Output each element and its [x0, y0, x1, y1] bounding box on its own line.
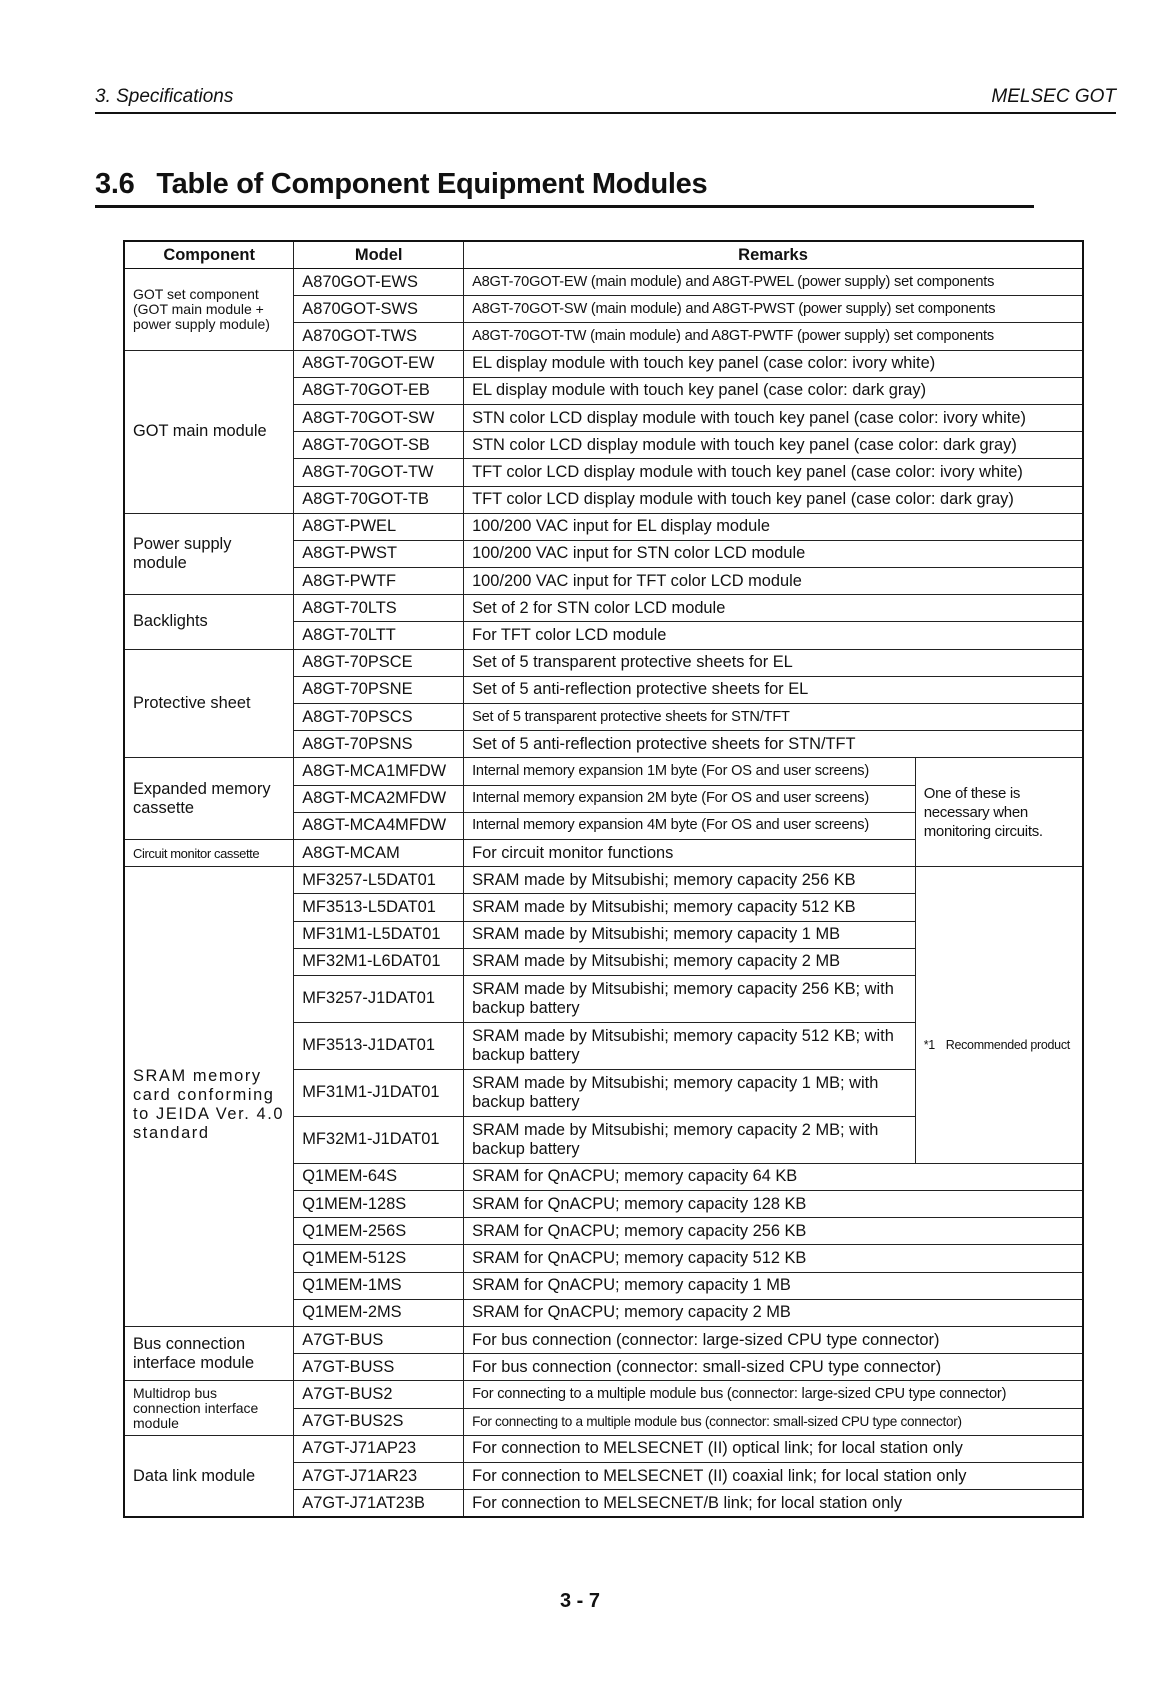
remarks-cell: Internal memory expansion 1M byte (For OS and user screens) — [464, 758, 916, 785]
table-row — [124, 269, 1083, 296]
table-row — [124, 649, 1083, 676]
table-row — [124, 867, 1083, 894]
remarks-cell: SRAM made by Mitsubishi; memory capacity 2 MB — [464, 948, 916, 975]
remarks-cell: For bus connection (connector: small-sized CPU type connector) — [464, 1354, 1083, 1381]
remarks-cell: For connecting to a multiple module bus (connector: large-sized CPU type connector) — [464, 1381, 1083, 1408]
remarks-cell: 100/200 VAC input for TFT color LCD module — [464, 568, 1083, 595]
model-cell: MF31M1-L5DAT01 — [294, 921, 464, 948]
model-cell: A7GT-J71AT23B — [294, 1490, 464, 1518]
model-cell: A7GT-BUS2 — [294, 1381, 464, 1408]
remarks-cell: For connection to MELSECNET/B link; for local station only — [464, 1490, 1083, 1518]
model-cell: MF3513-L5DAT01 — [294, 894, 464, 921]
table-row — [124, 1381, 1083, 1408]
remarks-cell: SRAM made by Mitsubishi; memory capacity 2 MB; with backup battery — [464, 1116, 916, 1163]
model-cell: MF3257-L5DAT01 — [294, 867, 464, 894]
remarks-cell: For connection to MELSECNET (II) coaxial link; for local station only — [464, 1462, 1083, 1489]
model-cell: A8GT-70LTS — [294, 595, 464, 622]
remarks-cell: Set of 5 transparent protective sheets for EL — [464, 649, 1083, 676]
remarks-cell: 100/200 VAC input for STN color LCD module — [464, 540, 1083, 567]
footnote-mark: *1 — [923, 1038, 935, 1052]
model-cell: A8GT-MCA1MFDW — [294, 758, 464, 785]
table-row — [124, 350, 1083, 377]
model-cell: A8GT-70PSNS — [294, 731, 464, 758]
remarks-cell: 100/200 VAC input for EL display module — [464, 513, 1083, 540]
model-cell: A8GT-70PSCS — [294, 704, 464, 731]
model-cell: A8GT-PWTF — [294, 568, 464, 595]
recommended-note — [915, 867, 1083, 1164]
remarks-cell: SRAM for QnACPU; memory capacity 512 KB — [464, 1245, 1083, 1272]
page-number: 3 - 7 — [559, 1590, 601, 1612]
model-cell: Q1MEM-512S — [294, 1245, 464, 1272]
model-cell: A7GT-J71AP23 — [294, 1435, 464, 1462]
table-row — [124, 513, 1083, 540]
recommended-note-text: Recommended product — [945, 1038, 1070, 1052]
remarks-cell: For connecting to a multiple module bus (connector: small-sized CPU type connector) — [464, 1408, 1083, 1435]
remarks-cell: For bus connection (connector: large-sized CPU type connector) — [464, 1327, 1083, 1354]
table-row — [124, 595, 1083, 622]
model-cell: Q1MEM-2MS — [294, 1299, 464, 1326]
remarks-cell: TFT color LCD display module with touch key panel (case color: ivory white) — [464, 459, 1083, 486]
remarks-cell: SRAM made by Mitsubishi; memory capacity 256 KB — [464, 867, 916, 894]
table-row — [124, 1435, 1083, 1462]
model-cell: A8GT-70PSNE — [294, 676, 464, 703]
model-cell: A8GT-PWEL — [294, 513, 464, 540]
model-cell: MF32M1-L6DAT01 — [294, 948, 464, 975]
model-cell: A7GT-BUSS — [294, 1354, 464, 1381]
remarks-cell: SRAM for QnACPU; memory capacity 2 MB — [464, 1299, 1083, 1326]
remarks-cell: Internal memory expansion 2M byte (For OS and user screens) — [464, 785, 916, 812]
table-row — [124, 758, 1083, 785]
model-cell: A8GT-70GOT-EW — [294, 350, 464, 377]
column-header-remarks: Remarks — [464, 241, 1083, 269]
model-cell: A8GT-70GOT-EB — [294, 377, 464, 404]
model-cell: A7GT-J71AR23 — [294, 1462, 464, 1489]
model-cell: A8GT-70LTT — [294, 622, 464, 649]
component-cell: Circuit monitor cassette — [124, 839, 294, 866]
column-header-component: Component — [124, 241, 294, 269]
remarks-cell: Set of 5 transparent protective sheets for STN/TFT — [464, 704, 1083, 731]
model-cell: A8GT-MCA2MFDW — [294, 785, 464, 812]
remarks-cell: Set of 5 anti-reflection protective sheets for EL — [464, 676, 1083, 703]
model-cell: Q1MEM-64S — [294, 1163, 464, 1190]
component-cell: Power supply module — [124, 513, 294, 595]
component-cell: Data link module — [124, 1435, 294, 1517]
remarks-cell: STN color LCD display module with touch key panel (case color: ivory white) — [464, 404, 1083, 431]
model-cell: MF32M1-J1DAT01 — [294, 1116, 464, 1163]
model-cell: Q1MEM-128S — [294, 1191, 464, 1218]
remarks-cell: For TFT color LCD module — [464, 622, 1083, 649]
remarks-cell: SRAM made by Mitsubishi; memory capacity 512 KB — [464, 894, 916, 921]
remarks-cell: EL display module with touch key panel (case color: ivory white) — [464, 350, 1083, 377]
section-title — [95, 168, 707, 201]
remarks-cell: SRAM for QnACPU; memory capacity 128 KB — [464, 1191, 1083, 1218]
component-cell: Expanded memory cassette — [124, 758, 294, 840]
remarks-cell: SRAM made by Mitsubishi; memory capacity 512 KB; with backup battery — [464, 1022, 916, 1069]
column-header-model: Model — [294, 241, 464, 269]
model-cell: A8GT-70GOT-SW — [294, 404, 464, 431]
model-cell: A870GOT-TWS — [294, 323, 464, 350]
remarks-cell: SRAM for QnACPU; memory capacity 1 MB — [464, 1272, 1083, 1299]
remarks-cell: Set of 2 for STN color LCD module — [464, 595, 1083, 622]
model-cell: A8GT-70GOT-TB — [294, 486, 464, 513]
model-cell: A7GT-BUS2S — [294, 1408, 464, 1435]
remarks-cell: SRAM made by Mitsubishi; memory capacity 1 MB — [464, 921, 916, 948]
remarks-cell: STN color LCD display module with touch key panel (case color: dark gray) — [464, 432, 1083, 459]
component-cell: Backlights — [124, 595, 294, 649]
section-title-text: Table of Component Equipment Modules — [156, 168, 708, 200]
remarks-cell: A8GT-70GOT-TW (main module) and A8GT-PWTF (power supply) set components — [464, 323, 1083, 350]
table-row — [124, 1327, 1083, 1354]
model-cell: MF3257-J1DAT01 — [294, 975, 464, 1022]
remarks-cell: A8GT-70GOT-SW (main module) and A8GT-PWST (power supply) set components — [464, 296, 1083, 323]
component-cell: GOT set component (GOT main module + power supply module) — [124, 269, 294, 351]
remarks-cell: EL display module with touch key panel (case color: dark gray) — [464, 377, 1083, 404]
model-cell: A870GOT-EWS — [294, 269, 464, 296]
model-cell: A8GT-MCAM — [294, 839, 464, 866]
model-cell: A8GT-70GOT-TW — [294, 459, 464, 486]
component-cell: Multidrop bus connection interface module — [124, 1381, 294, 1435]
component-cell: Bus connection interface module — [124, 1327, 294, 1381]
model-cell: MF31M1-J1DAT01 — [294, 1069, 464, 1116]
model-cell: A7GT-BUS — [294, 1327, 464, 1354]
title-rule — [95, 205, 1034, 208]
running-head-product: MELSEC GOT — [991, 86, 1116, 107]
remarks-cell: For circuit monitor functions — [464, 839, 916, 866]
model-cell: A870GOT-SWS — [294, 296, 464, 323]
section-number: 3.6 — [95, 168, 135, 200]
component-cell: SRAM memory card conforming to JEIDA Ver. 4.0 standard — [124, 867, 294, 1327]
model-cell: A8GT-PWST — [294, 540, 464, 567]
model-cell: Q1MEM-1MS — [294, 1272, 464, 1299]
running-head-chapter: 3. Specifications — [95, 86, 234, 107]
component-modules-table — [123, 240, 1084, 1518]
model-cell: A8GT-70PSCE — [294, 649, 464, 676]
remarks-cell: Set of 5 anti-reflection protective sheets for STN/TFT — [464, 731, 1083, 758]
model-cell: A8GT-MCA4MFDW — [294, 812, 464, 839]
remarks-cell: A8GT-70GOT-EW (main module) and A8GT-PWEL (power supply) set components — [464, 269, 1083, 296]
monitoring-note: One of these is necessary when monitoring circuits. — [915, 758, 1083, 867]
component-cell: GOT main module — [124, 350, 294, 513]
remarks-cell: SRAM made by Mitsubishi; memory capacity 256 KB; with backup battery — [464, 975, 916, 1022]
component-cell: Protective sheet — [124, 649, 294, 758]
remarks-cell: SRAM for QnACPU; memory capacity 256 KB — [464, 1218, 1083, 1245]
remarks-cell: TFT color LCD display module with touch key panel (case color: dark gray) — [464, 486, 1083, 513]
remarks-cell: SRAM made by Mitsubishi; memory capacity 1 MB; with backup battery — [464, 1069, 916, 1116]
model-cell: MF3513-J1DAT01 — [294, 1022, 464, 1069]
model-cell: Q1MEM-256S — [294, 1218, 464, 1245]
table-header-row — [124, 241, 1083, 269]
remarks-cell: Internal memory expansion 4M byte (For OS and user screens) — [464, 812, 916, 839]
header-rule — [95, 112, 1116, 114]
remarks-cell: For connection to MELSECNET (II) optical link; for local station only — [464, 1435, 1083, 1462]
remarks-cell: SRAM for QnACPU; memory capacity 64 KB — [464, 1163, 1083, 1190]
model-cell: A8GT-70GOT-SB — [294, 432, 464, 459]
